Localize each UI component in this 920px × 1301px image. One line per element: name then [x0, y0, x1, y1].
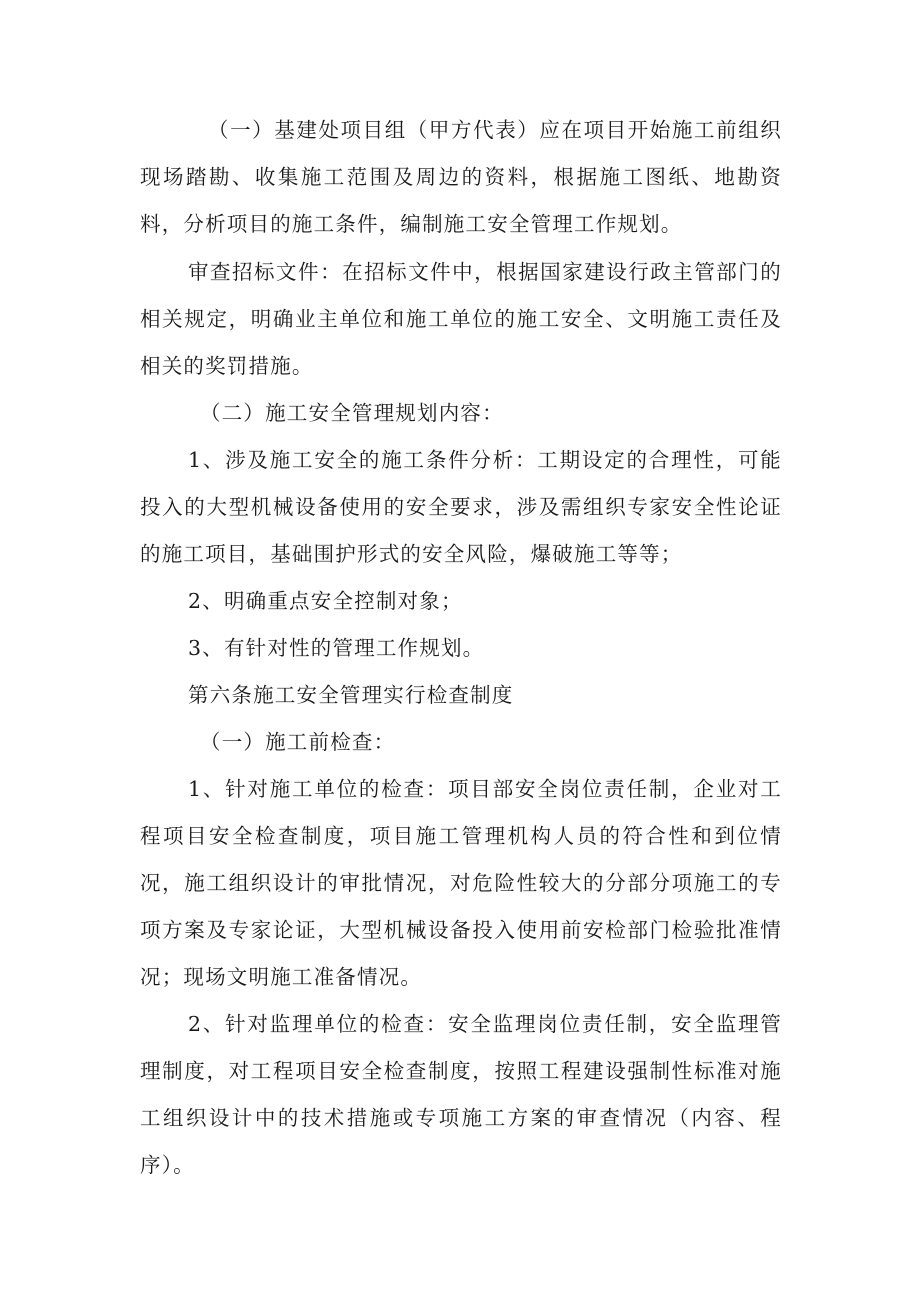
paragraph-item-2-key-targets: 2、明确重点安全控制对象；	[188, 589, 463, 613]
paragraph-item-3-work-plan: 3、有针对性的管理工作规划。	[188, 636, 485, 660]
paragraph-tender-review: 审查招标文件：在招标文件中，根据国家建设行政主管部门的相关规定，明确业主单位和施工单位的施工安全、文明施工责任及相关的奖罚措施。	[140, 260, 782, 378]
paragraph-contractor-inspection: 1、针对施工单位的检查：项目部安全岗位责任制，企业对工程项目安全检查制度，项目施工管理机构人员的符合性和到位情况，施工组织设计的审批情况，对危险性较大的分部分项施工的专项方案及专家论证，大型机械设备投入使用前安检部门检验批准情况；现场文明施工准备情况。	[140, 777, 782, 989]
paragraph-preconstruction-inspection-heading: （一）施工前检查：	[200, 730, 396, 754]
paragraph-section-2-heading: （二）施工安全管理规划内容：	[200, 401, 504, 425]
paragraph-supervisor-inspection: 2、针对监理单位的检查：安全监理岗位责任制，安全监理管理制度，对工程项目安全检查制度，按照工程建设强制性标准对施工组织设计中的技术措施或专项施工方案的审查情况（内容、程序）。	[140, 1012, 782, 1177]
paragraph-article-6-heading: 第六条施工安全管理实行检查制度	[188, 683, 514, 707]
paragraph-item-1-condition-analysis: 1、涉及施工安全的施工条件分析：工期设定的合理性，可能投入的大型机械设备使用的安全要求，涉及需组织专家安全性论证的施工项目，基础围护形式的安全风险，爆破施工等等；	[140, 448, 782, 566]
paragraph-preconstruction-survey: （一）基建处项目组（甲方代表）应在项目开始施工前组织现场踏勘、收集施工范围及周边的资料，根据施工图纸、地勘资料，分析项目的施工条件，编制施工安全管理工作规划。	[140, 118, 782, 236]
